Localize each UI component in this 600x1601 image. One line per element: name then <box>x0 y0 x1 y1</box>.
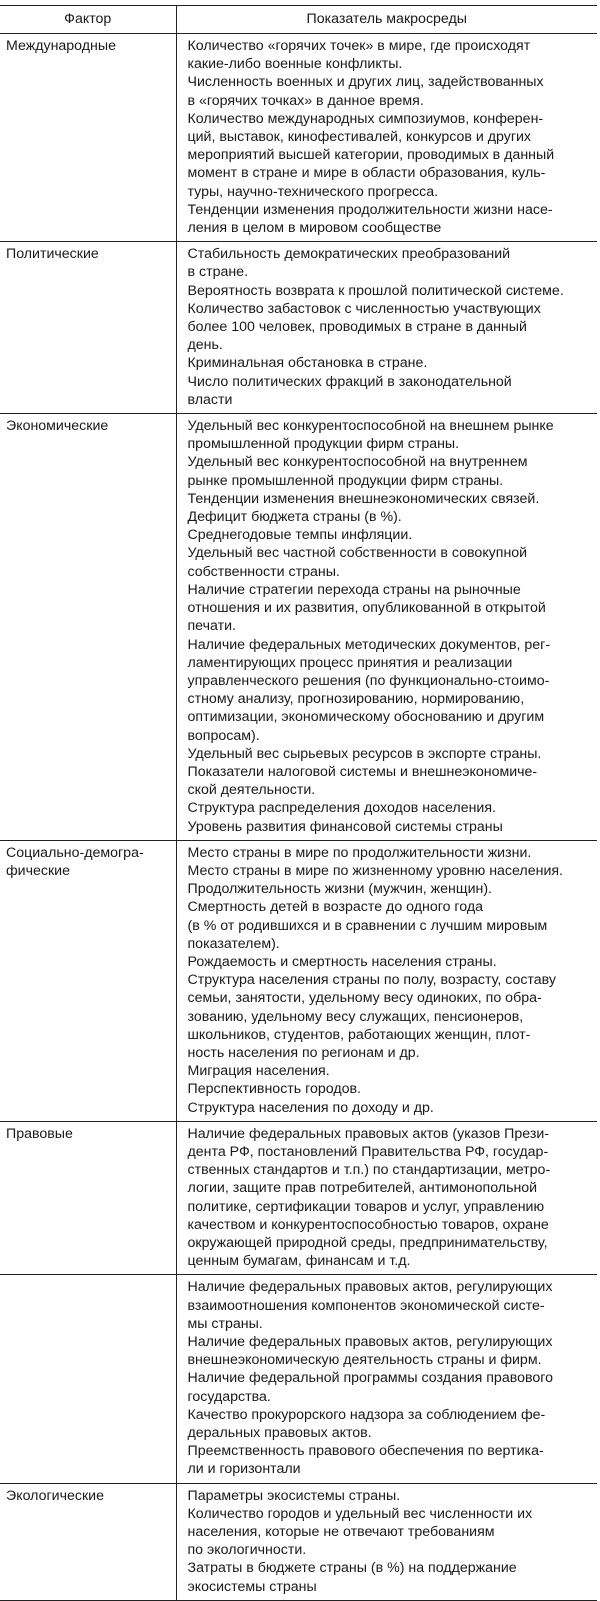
indicator-cell <box>176 34 597 242</box>
indicator-line: населения, которые не отвечают требованиям <box>187 1524 495 1541</box>
factor-cell <box>0 34 176 242</box>
table-row <box>0 414 597 841</box>
indicator-line: более 100 человек, проводимых в стране в данный <box>187 319 527 336</box>
factor-text: Социально-демогра- <box>6 844 144 861</box>
indicator-cell <box>176 1121 597 1275</box>
indicator-line: внешнеэкономическую деятельность страны и фирм. <box>187 1352 542 1369</box>
indicator-line: Миграция населения. <box>187 1063 330 1080</box>
indicator-line: в стране. <box>187 264 249 281</box>
indicator-line: промышленной продукции фирм страны. <box>187 436 460 453</box>
indicator-line: ламентирующих процесс принятия и реализации <box>187 654 513 671</box>
indicator-line: Наличие стратегии перехода страны на рыночные <box>187 581 521 598</box>
factor-text: фические <box>6 862 70 879</box>
indicator-line: Место страны в мире по продолжительности жизни. <box>187 844 532 861</box>
indicator-line: мы страны. <box>187 1315 263 1332</box>
table-row <box>0 1483 597 1600</box>
indicator-line: вопросам). <box>187 727 260 744</box>
table-row <box>0 242 597 414</box>
indicator-line: государства. <box>187 1388 271 1405</box>
indicator-cell <box>176 242 597 414</box>
indicator-cell <box>176 1483 597 1600</box>
indicator-line: какие-либо военные конфликты. <box>187 56 403 73</box>
table-header <box>0 6 597 34</box>
factor-text: Международные <box>6 38 116 54</box>
header-row <box>0 6 597 34</box>
table-row <box>0 34 597 242</box>
indicator-line: Тенденции изменения продолжительности жизни насе- <box>187 201 553 218</box>
indicator-line: Параметры экосистемы страны. <box>187 1487 401 1504</box>
macro-environment-table <box>0 5 597 1601</box>
indicator-line: ской деятельности. <box>187 782 316 799</box>
indicator-cell <box>176 840 597 1121</box>
indicator-line: Смертность детей в возрасте до одного года <box>187 899 484 916</box>
indicator-line: показателем). <box>187 935 280 952</box>
indicator-line: Наличие федеральных правовых актов, регулирующих <box>187 1334 553 1351</box>
factor-cell <box>0 242 176 414</box>
indicator-line: Удельный вес конкурентоспособной на внешнем рынке <box>187 418 554 435</box>
indicator-line: момент в стране и мире в области образования, куль- <box>187 165 546 182</box>
indicator-line: ценным бумагам, финансам и т.д. <box>187 1253 411 1270</box>
indicator-line: Удельный вес частной собственности в совокупной <box>187 545 528 562</box>
indicator-line: управленческого решения (по функционально-стоимо- <box>187 672 550 689</box>
indicator-line: логии, защите прав потребителей, антимонопольной <box>187 1180 538 1197</box>
indicator-line: Численность военных и других лиц, задействованных <box>187 74 544 91</box>
table-body <box>0 34 597 1601</box>
indicator-line: школьников, студентов, работающих женщин, плот- <box>187 1026 531 1043</box>
indicator-line: (в % от родившихся и в сравнении с лучшим мировым <box>187 917 548 934</box>
indicator-cell <box>176 414 597 841</box>
indicator-line: семьи, занятости, удельному весу одиноких, по обра- <box>187 990 542 1007</box>
indicator-line: Криминальная обстановка в стране. <box>187 355 428 372</box>
indicator-line: ли и горизонтали <box>187 1461 301 1478</box>
indicator-line: Качество прокурорского надзора за соблюдением фе- <box>187 1406 546 1423</box>
indicator-line: рынке промышленной продукции фирм страны. <box>187 472 504 489</box>
indicator-line: Структура населения по доходу и др. <box>187 1099 434 1116</box>
factor-text: Экологические <box>6 1487 104 1504</box>
indicator-line: Преемственность правового обеспечения по вертика- <box>187 1443 544 1460</box>
indicator-line: Затраты в бюджете страны (в %) на поддержание <box>187 1560 517 1577</box>
table-row <box>0 840 597 1121</box>
indicator-line: Количество «горячих точек» в мире, где происходят <box>187 38 531 54</box>
indicator-line: взаимоотношения компонентов экономической систе- <box>187 1297 545 1314</box>
indicator-line: Количество городов и удельный вес численности их <box>187 1505 533 1522</box>
indicator-line: экосистемы страны <box>187 1578 317 1595</box>
indicator-line: Стабильность демократических преобразований <box>187 246 511 263</box>
factor-text: Экономические <box>6 418 109 435</box>
indicator-line: Место страны в мире по жизненному уровню населения. <box>187 862 563 879</box>
factor-text: Политические <box>6 246 99 263</box>
indicator-line: печати. <box>187 618 236 635</box>
factor-text: Правовые <box>6 1125 73 1142</box>
indicator-line: Удельный вес конкурентоспособной на внутреннем <box>187 454 528 471</box>
indicator-line: Удельный вес сырьевых ресурсов в экспорте страны. <box>187 745 542 762</box>
indicator-line: ность населения по регионам и др. <box>187 1044 420 1061</box>
header-factor: Фактор <box>0 6 176 34</box>
indicator-line: окружающей природной среды, предпринимательству, <box>187 1235 548 1251</box>
header-indicator: Показатель макросреды <box>176 6 597 34</box>
indicator-line: туры, научно-технического прогресса. <box>187 183 439 200</box>
indicator-line: качеством и конкурентоспособностью товаров, охране <box>187 1216 549 1233</box>
indicator-line: мероприятий высшей категории, проводимых в данный <box>187 147 555 164</box>
indicator-line: политике, сертификации товаров и услуг, управлению <box>187 1198 545 1215</box>
factor-cell <box>0 1121 176 1275</box>
indicator-line: власти <box>187 391 233 408</box>
indicator-cell <box>176 1275 597 1483</box>
indicator-line: Продолжительность жизни (мужчин, женщин). <box>187 881 492 898</box>
indicator-line: собственности страны. <box>187 563 340 580</box>
table-row <box>0 1121 597 1275</box>
indicator-line: Уровень развития финансовой системы страны <box>187 818 503 835</box>
indicator-line: ственных стандартов и т.п.) по стандартизации, метро- <box>187 1162 551 1179</box>
indicator-line: Число политических фракций в законодательной <box>187 373 512 390</box>
indicator-line: по экологичности. <box>187 1542 307 1559</box>
indicator-line: дента РФ, постановлений Правительства РФ, государ- <box>187 1143 549 1160</box>
indicator-line: день. <box>187 337 223 354</box>
indicator-line: зованию, удельному весу служащих, пенсионеров, <box>187 1008 524 1025</box>
indicator-line: Структура населения страны по полу, возрасту, составу <box>187 972 556 989</box>
indicator-line: оптимизации, экономическому обоснованию и другим <box>187 709 545 726</box>
indicator-line: Структура распределения доходов населения. <box>187 800 496 817</box>
indicator-line: Количество забастовок с численностью участвующих <box>187 300 541 317</box>
factor-cell <box>0 1275 176 1483</box>
indicator-line: отношения и их развития, опубликованной в открытой <box>187 600 546 617</box>
indicator-line: Вероятность возврата к прошлой политической системе. <box>187 282 564 299</box>
indicator-line: Перспективность городов. <box>187 1081 361 1098</box>
factor-cell <box>0 1483 176 1600</box>
indicator-line: стному анализу, прогнозированию, нормированию, <box>187 691 525 708</box>
factor-cell <box>0 414 176 841</box>
indicator-line: Количество международных симпозиумов, конферен- <box>187 110 544 127</box>
table-row <box>0 1275 597 1483</box>
indicator-line: в «горячих точках» в данное время. <box>187 92 424 109</box>
indicator-line: Наличие федеральных методических документов, рег- <box>187 636 551 653</box>
indicator-line: Среднегодовые темпы инфляции. <box>187 527 413 544</box>
indicator-line: Тенденции изменения внешнеэкономических связей. <box>187 490 540 507</box>
indicator-line: Рождаемость и смертность населения страны. <box>187 953 497 970</box>
indicator-line: ления в целом в мировом сообществе <box>187 220 442 237</box>
indicator-line: Дефицит бюджета страны (в %). <box>187 509 402 526</box>
indicator-line: Наличие федеральных правовых актов (указов Прези- <box>187 1125 549 1142</box>
indicator-line: ций, выставок, кинофестивалей, конкурсов и других <box>187 129 532 146</box>
factor-cell <box>0 840 176 1121</box>
indicator-line: Наличие федеральной программы создания правового <box>187 1370 554 1387</box>
indicator-line: Показатели налоговой системы и внешнеэкономиче- <box>187 763 538 780</box>
indicator-line: Наличие федеральных правовых актов, регулирующих <box>187 1279 553 1296</box>
indicator-line: деральных правовых актов. <box>187 1425 372 1442</box>
